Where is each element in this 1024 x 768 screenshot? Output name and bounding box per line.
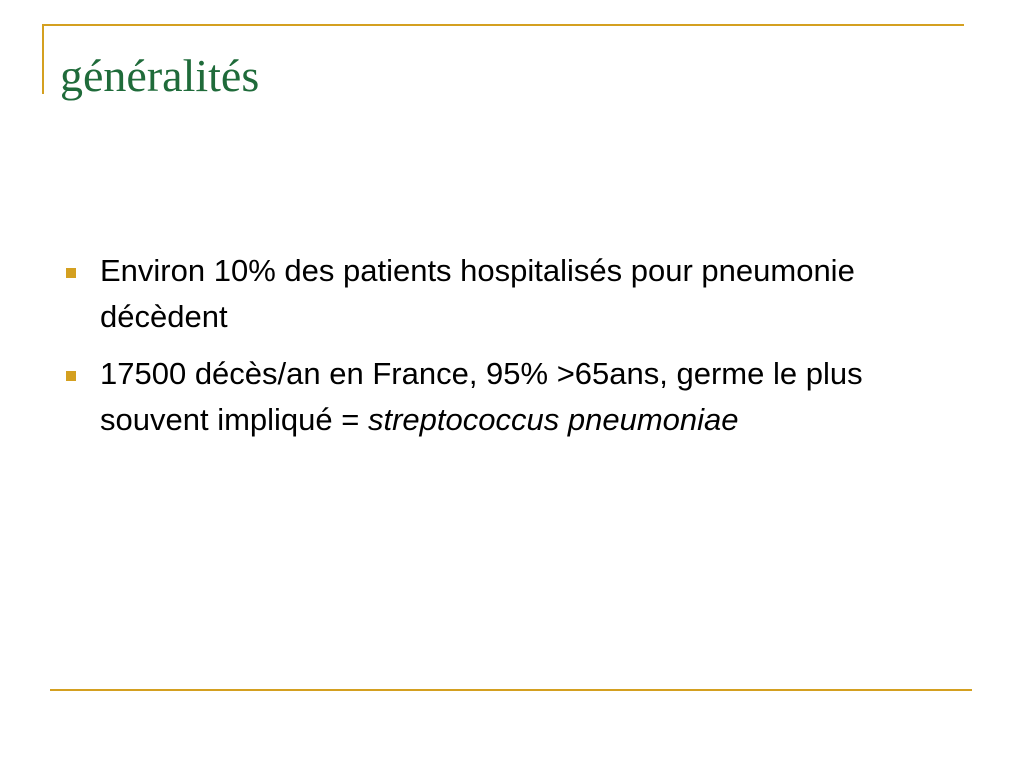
title-frame-top-line — [42, 24, 964, 26]
square-bullet-icon — [66, 268, 76, 278]
bullet-text: 17500 décès/an en France, 95% >65ans, germe le plus souvent impliqué = — [100, 356, 863, 437]
title-frame-left-line — [42, 24, 44, 94]
bullet-item — [64, 351, 944, 443]
slide-title: généralités — [60, 50, 260, 101]
bullet-list — [64, 248, 944, 454]
footer-divider-line — [50, 689, 972, 691]
species-name: streptococcus pneumoniae — [367, 402, 739, 437]
bullet-text: Environ 10% des patients hospitalisés pour pneumonie décèdent — [100, 253, 855, 334]
square-bullet-icon — [66, 371, 76, 381]
bullet-item — [64, 248, 944, 340]
